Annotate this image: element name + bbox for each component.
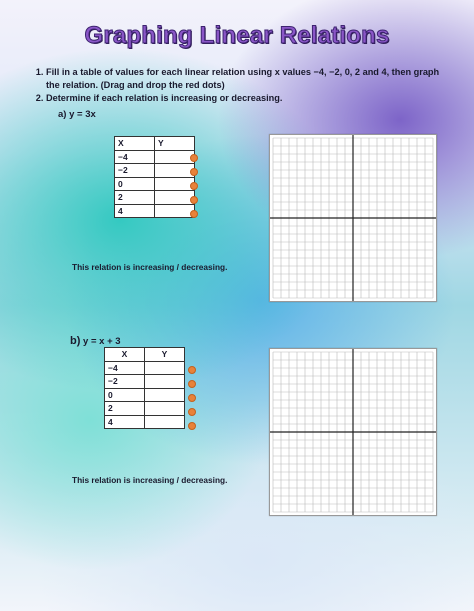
drag-dot-icon[interactable] [188,394,196,402]
part-a-y-cell[interactable] [155,164,195,178]
part-a-x-cell: 4 [115,204,155,218]
drag-dot-icon[interactable] [190,210,198,218]
drag-dot-icon[interactable] [188,366,196,374]
part-b-y-cell[interactable] [145,361,185,375]
drag-dot-icon[interactable] [188,380,196,388]
drag-dot-icon[interactable] [190,154,198,162]
part-a-header-y: Y [155,137,195,151]
part-b-y-cell[interactable] [145,415,185,429]
part-b-graph-grid[interactable] [269,348,437,516]
part-b-header-x: X [105,348,145,362]
part-b-statement: This relation is increasing / decreasing. [72,475,228,485]
drag-dot-icon[interactable] [188,408,196,416]
part-b-x-cell: −2 [105,375,145,389]
part-a-x-cell: −2 [115,164,155,178]
part-b-x-cell: −4 [105,361,145,375]
part-a-x-cell: 0 [115,177,155,191]
part-a-grid-lines [270,135,436,301]
part-a-header-x: X [115,137,155,151]
part-b-equation: y = x + 3 [83,336,121,347]
drag-dot-icon[interactable] [190,182,198,190]
part-b-x-cell: 2 [105,402,145,416]
part-a-x-cell: −4 [115,150,155,164]
part-a-table [114,136,195,218]
part-b-table [104,347,185,429]
part-b-x-cell: 4 [105,415,145,429]
part-a-y-cell[interactable] [155,177,195,191]
part-b-heading [70,335,121,347]
part-b-y-cell[interactable] [145,388,185,402]
part-b-x-cell: 0 [105,388,145,402]
part-b-label: b) [70,335,81,347]
part-a-x-cell: 2 [115,191,155,205]
drag-dot-icon[interactable] [190,196,198,204]
part-a-graph-grid[interactable] [269,134,437,302]
part-a-equation: y = 3x [69,109,96,120]
instructions [30,66,450,105]
part-a-y-cell[interactable] [155,191,195,205]
page-title: Graphing Linear Relations [84,22,390,49]
part-b-y-cell[interactable] [145,375,185,389]
part-a-label: a) [58,109,67,120]
instruction-2: 2. Determine if each relation is increasing or decreasing. [46,92,450,105]
instruction-1: 1. Fill in a table of values for each linear relation using x values −4, −2, 0, 2 and 4, then graph the relation. (Drag and drop the red dots) [46,66,450,92]
part-b-y-cell[interactable] [145,402,185,416]
part-b-grid-lines [270,349,436,515]
part-a-y-cell[interactable] [155,204,195,218]
drag-dot-icon[interactable] [188,422,196,430]
part-a-heading [58,109,96,120]
drag-dot-icon[interactable] [190,168,198,176]
part-a-y-cell[interactable] [155,150,195,164]
part-b-header-y: Y [145,348,185,362]
part-a-statement: This relation is increasing / decreasing. [72,262,228,272]
